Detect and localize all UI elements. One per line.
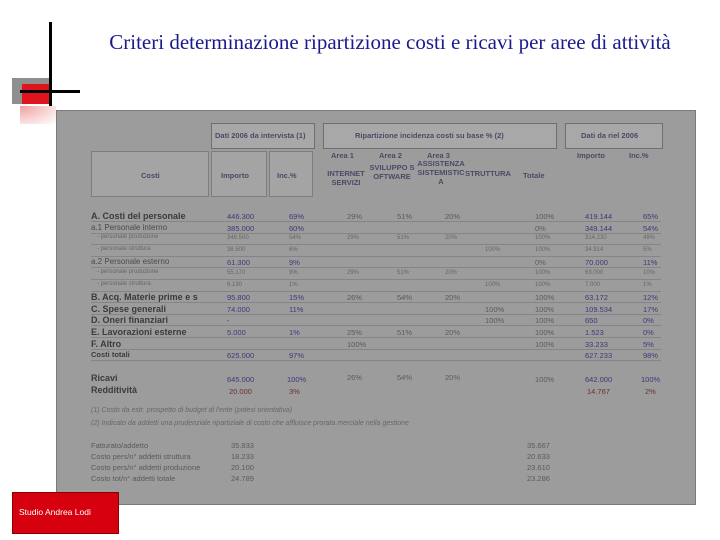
stat-value-2006: 24.789 xyxy=(231,474,254,483)
redditivita-label: Redditività xyxy=(91,385,138,395)
cell-a1: 100% xyxy=(347,339,367,349)
ricavi-a3: 20% xyxy=(445,373,461,382)
row-divider xyxy=(91,314,661,315)
cell-riel: 7.000 xyxy=(585,281,601,288)
row-divider xyxy=(91,337,661,338)
row-label: E. Lavorazioni esterne xyxy=(91,327,187,337)
cell-riel-inc: 0% xyxy=(643,328,654,337)
ricavi-label: Ricavi xyxy=(91,373,118,383)
cell-a1: 29% xyxy=(347,235,360,242)
cell-inc: 97% xyxy=(289,351,305,361)
header-riel: Dati da riel 2006 xyxy=(581,131,639,140)
cell-tot: 100% xyxy=(535,212,555,221)
cell-importo: 5.000 xyxy=(227,328,246,337)
cell-riel: 627.233 xyxy=(585,351,613,361)
cell-importo: 61.300 xyxy=(227,258,250,268)
stat-label: Costo tot/n° addetti totale xyxy=(91,474,176,483)
col-importo-riel: Importo xyxy=(577,151,605,160)
row-label: C. Spese generali xyxy=(91,303,167,314)
cell-inc: 9% xyxy=(289,270,298,276)
stat-value-riel: 20.633 xyxy=(527,452,550,461)
row-label: D. Oneri finanziari xyxy=(91,315,169,326)
row-label: Costi totali xyxy=(91,350,130,360)
stat-label: Costo pers/n° addetti produzione xyxy=(91,463,201,472)
col-importo: Importo xyxy=(221,171,249,180)
redditivita-riel: 14.767 xyxy=(587,387,610,396)
row-label: - personale struttura xyxy=(97,245,151,252)
row-label: - personale struttura xyxy=(97,280,151,287)
cell-tot: 100% xyxy=(535,246,551,253)
cell-a1: 25% xyxy=(347,328,363,337)
row-label: - personale produzione xyxy=(97,234,159,241)
cell-a3: 20% xyxy=(445,212,461,221)
cell-inc: 11% xyxy=(289,304,304,314)
cell-riel: 349.144 xyxy=(585,223,613,233)
cell-tot: 100% xyxy=(535,293,555,303)
cell-riel-inc: 5% xyxy=(643,246,652,253)
cell-riel: 109.534 xyxy=(585,304,613,314)
area1-name: INTERNET SERVIZI xyxy=(327,169,365,187)
cell-tot: 100% xyxy=(535,328,555,337)
area2-name: SVILUPPO SOFTWARE xyxy=(369,163,415,181)
decor-glow xyxy=(20,106,56,124)
row-divider xyxy=(91,279,661,280)
note-1: (1) Costo da estr. prospetto di budget di l'ente (potesi orientativa) xyxy=(91,407,293,414)
area2-label: Area 2 xyxy=(379,151,402,160)
decor-red-square xyxy=(22,84,52,104)
row-divider xyxy=(91,256,661,257)
cell-riel-inc: 5% xyxy=(643,339,654,349)
cell-a3: 20% xyxy=(445,328,461,337)
cell-importo: 385.000 xyxy=(227,223,255,233)
ricavi-importo: 645.000 xyxy=(227,375,255,384)
cell-tot: 100% xyxy=(535,339,555,349)
cell-inc: 15% xyxy=(289,293,305,303)
cell-riel-inc: 1% xyxy=(643,281,652,288)
cell-riel-inc: 98% xyxy=(643,351,659,361)
cell-riel-inc: 11% xyxy=(643,258,658,268)
ricavi-a1: 26% xyxy=(347,373,363,382)
cell-importo: 38.500 xyxy=(227,246,246,253)
cell-inc: 1% xyxy=(289,328,300,337)
row-label: a.1 Personale interno xyxy=(91,222,168,232)
cell-inc: 60% xyxy=(289,223,305,233)
cell-a1: 29% xyxy=(347,270,360,276)
stat-value-riel: 23.610 xyxy=(527,463,550,472)
cell-a2: 51% xyxy=(397,328,413,337)
cell-riel: 70.000 xyxy=(585,258,608,268)
cell-inc: 69% xyxy=(289,212,305,221)
redditivita-importo: 20.000 xyxy=(229,387,252,396)
stat-value-riel: 23.286 xyxy=(527,474,550,483)
cell-riel-inc: 65% xyxy=(643,212,659,221)
cell-inc: 9% xyxy=(289,258,300,268)
row-divider xyxy=(91,267,661,268)
stat-value-2006: 20.100 xyxy=(231,463,254,472)
stat-value-riel: 35.667 xyxy=(527,441,550,450)
cell-importo: 95.800 xyxy=(227,293,250,303)
ricavi-riel-inc: 100% xyxy=(641,375,661,384)
cell-inc: 54% xyxy=(289,235,302,242)
cell-riel: 33.233 xyxy=(585,339,608,349)
cell-riel-inc: 54% xyxy=(643,223,659,233)
cell-a1: 29% xyxy=(347,212,363,221)
cell-a3: 20% xyxy=(445,293,461,303)
stat-label: Costo pers/n° addetti struttura xyxy=(91,452,191,461)
area3-label: Area 3 xyxy=(427,151,450,160)
row-label: B. Acq. Materie prime e s xyxy=(91,292,198,303)
row-divider xyxy=(91,244,661,245)
area3-name: ASSISTENZA SISTEMISTICA xyxy=(417,159,465,186)
cell-tot: 100% xyxy=(535,304,555,314)
row-label: A. Costi del personale xyxy=(91,211,186,221)
studio-logo xyxy=(12,492,119,534)
ricavi-inc: 100% xyxy=(287,375,307,384)
cell-a3: 20% xyxy=(445,235,458,242)
col-totale: Totale xyxy=(523,171,545,180)
cell-a2: 51% xyxy=(397,270,410,276)
row-label: - personale produzione xyxy=(97,269,159,275)
slide-title: Criteri determinazione ripartizione costi e ricavi per aree di attività xyxy=(109,30,671,54)
cell-importo: 446.300 xyxy=(227,212,255,221)
cell-importo: 55.170 xyxy=(227,270,246,276)
cell-a2: 54% xyxy=(397,293,413,303)
cell-a2: 51% xyxy=(397,212,413,221)
cell-riel: 63.000 xyxy=(585,270,604,276)
row-divider xyxy=(91,302,661,303)
stat-value-2006: 18.233 xyxy=(231,452,254,461)
row-divider xyxy=(91,360,661,361)
cell-tot: 100% xyxy=(535,281,551,288)
cell-riel-inc: 12% xyxy=(643,293,659,303)
cell-str: 100% xyxy=(485,281,501,288)
cell-riel: 1.523 xyxy=(585,328,604,337)
cell-inc: 6% xyxy=(289,246,298,253)
cell-tot: 0% xyxy=(535,223,546,233)
cell-riel-inc: 10% xyxy=(643,270,656,276)
header-ripartizione: Ripartizione incidenza costi su base % (2) xyxy=(355,131,504,140)
ricavi-riel: 642.000 xyxy=(585,375,613,384)
cell-a2: 51% xyxy=(397,235,410,242)
cell-str: 100% xyxy=(485,316,505,326)
ricavi-tot: 100% xyxy=(535,375,555,384)
cell-importo: 625.000 xyxy=(227,351,255,361)
cell-riel-inc: 49% xyxy=(643,235,656,242)
cell-tot: 100% xyxy=(535,316,555,326)
cell-a1: 26% xyxy=(347,293,363,303)
cell-tot: 100% xyxy=(535,270,551,276)
cell-tot: 100% xyxy=(535,235,551,242)
cell-importo: 346.500 xyxy=(227,235,249,242)
col-inc: Inc.% xyxy=(277,171,297,180)
cell-importo: 74.000 xyxy=(227,304,250,314)
cell-riel-inc: 17% xyxy=(643,304,659,314)
note-2: (2) Indicato da addetti una prudenziale ripartiziale di costo che affluisce prorata merciale nella gestione xyxy=(91,420,409,427)
cell-riel: 650 xyxy=(585,316,598,326)
area1-label: Area 1 xyxy=(331,151,354,160)
decor-horizontal-line xyxy=(20,90,80,93)
row-label: F. Altro xyxy=(91,338,122,349)
cell-riel: 34.914 xyxy=(585,246,604,253)
ricavi-a2: 54% xyxy=(397,373,413,382)
cell-riel: 63.172 xyxy=(585,293,608,303)
cell-tot: 0% xyxy=(535,258,546,268)
row-divider xyxy=(91,349,661,350)
redditivita-riel-inc: 2% xyxy=(645,387,656,396)
cell-inc: 1% xyxy=(289,281,298,288)
cell-importo: 6.130 xyxy=(227,281,243,288)
header-2006: Dati 2006 da intervista (1) xyxy=(215,131,306,140)
row-divider xyxy=(91,233,661,234)
cell-str: 100% xyxy=(485,246,501,253)
spreadsheet-image xyxy=(56,110,696,505)
cell-riel: 314.230 xyxy=(585,235,607,242)
cell-a3: 20% xyxy=(445,270,458,276)
decor-vertical-line xyxy=(49,22,52,106)
cell-riel: 419.144 xyxy=(585,212,613,221)
cell-str: 100% xyxy=(485,304,505,314)
stat-value-2006: 35.833 xyxy=(231,441,254,450)
col-costi: Costi xyxy=(141,171,160,180)
row-label: a.2 Personale esterno xyxy=(91,257,170,267)
row-divider xyxy=(91,221,661,222)
cell-riel-inc: 0% xyxy=(643,316,654,326)
logo-text: Studio Andrea Lodi xyxy=(19,507,91,517)
col-inc-riel: Inc.% xyxy=(629,151,649,160)
spreadsheet-table xyxy=(57,111,695,504)
cell-importo: - xyxy=(227,316,230,326)
strutt-name: STRUTTURA xyxy=(465,169,511,178)
redditivita-inc: 3% xyxy=(289,387,300,396)
stat-label: Fatturato/addetto xyxy=(91,441,149,450)
